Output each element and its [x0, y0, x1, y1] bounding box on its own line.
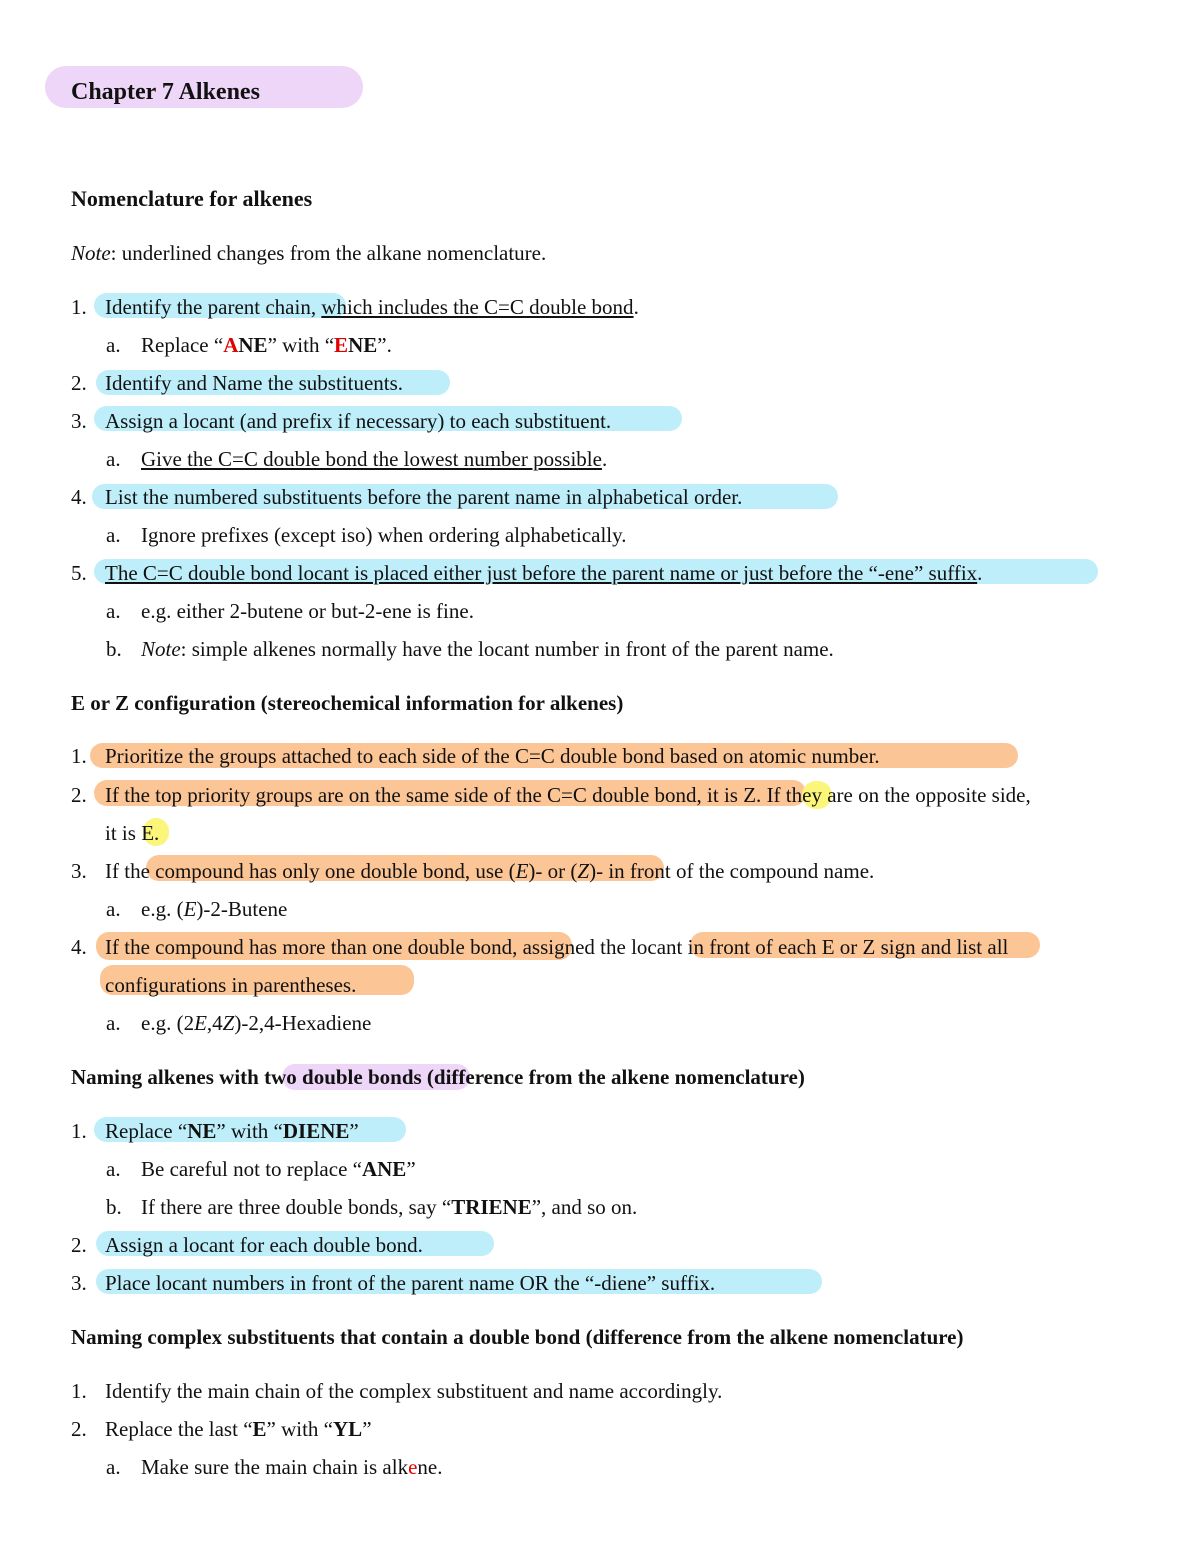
list-item: e.g. (E)-2-Butene — [141, 897, 288, 921]
list-letter: a. — [106, 447, 121, 471]
list-item-continuation: it is E. — [105, 821, 160, 845]
list-number: 5. — [71, 561, 87, 585]
list-number: 3. — [71, 1271, 87, 1295]
list-item: Note: simple alkenes normally have the locant number in front of the parent name. — [141, 637, 834, 661]
list-item: If the top priority groups are on the same side of the C=C double bond, it is Z. If they are on the opposite side, — [105, 783, 1031, 807]
list-letter: a. — [106, 599, 121, 623]
list-item: Ignore prefixes (except iso) when ordering alphabetically. — [141, 523, 627, 547]
list-letter: a. — [106, 1011, 121, 1035]
list-item: List the numbered substituents before the parent name in alphabetical order. — [105, 485, 743, 509]
list-item: Be careful not to replace “ANE” — [141, 1157, 416, 1181]
list-letter: a. — [106, 523, 121, 547]
list-number: 2. — [71, 1417, 87, 1441]
section-heading: Nomenclature for alkenes — [71, 186, 313, 211]
list-item: The C=C double bond locant is placed either just before the parent name or just before the “-ene” suffix. — [105, 561, 983, 585]
list-item: Replace the last “E” with “YL” — [105, 1417, 372, 1441]
list-letter: b. — [106, 637, 122, 661]
list-item: Identify the main chain of the complex substituent and name accordingly. — [105, 1379, 723, 1403]
list-number: 3. — [71, 409, 87, 433]
list-number: 1. — [71, 295, 87, 319]
list-item: e.g. (2E,4Z)-2,4-Hexadiene — [141, 1011, 372, 1035]
list-letter: a. — [106, 1157, 121, 1181]
list-number: 1. — [71, 1379, 87, 1403]
list-letter: a. — [106, 897, 121, 921]
list-item: Prioritize the groups attached to each side of the C=C double bond based on atomic number. — [105, 744, 880, 768]
list-item: If the compound has more than one double bond, assigned the locant in front of each E or Z sign and list all — [105, 935, 1009, 959]
note-line: Note: underlined changes from the alkane nomenclature. — [71, 241, 547, 265]
list-item: Identify and Name the substituents. — [105, 371, 404, 395]
section-heading: Naming alkenes with two double bonds (difference from the alkene nomenclature) — [71, 1065, 805, 1089]
list-number: 4. — [71, 935, 87, 959]
list-letter: a. — [106, 333, 121, 357]
list-letter: b. — [106, 1195, 122, 1219]
list-item: Give the C=C double bond the lowest number possible. — [141, 447, 608, 471]
list-item: Assign a locant for each double bond. — [105, 1233, 423, 1257]
list-number: 1. — [71, 744, 87, 768]
list-item: e.g. either 2-butene or but-2-ene is fine. — [141, 599, 474, 623]
list-item-continuation: configurations in parentheses. — [105, 973, 357, 997]
list-item: Assign a locant (and prefix if necessary) to each substituent. — [105, 409, 612, 433]
list-number: 2. — [71, 783, 87, 807]
list-number: 2. — [71, 1233, 87, 1257]
list-number: 2. — [71, 371, 87, 395]
section-heading: E or Z configuration (stereochemical information for alkenes) — [71, 691, 624, 715]
page-title: Chapter 7 Alkenes — [71, 79, 260, 105]
list-item: If there are three double bonds, say “TRIENE”, and so on. — [141, 1195, 638, 1219]
list-number: 3. — [71, 859, 87, 883]
section-heading: Naming complex substituents that contain a double bond (difference from the alkene nomenclature) — [71, 1325, 964, 1349]
list-number: 1. — [71, 1119, 87, 1143]
list-item: Replace “NE” with “DIENE” — [105, 1119, 359, 1143]
list-letter: a. — [106, 1455, 121, 1479]
list-item: Replace “ANE” with “ENE”. — [141, 333, 392, 357]
list-item: Identify the parent chain, which includes the C=C double bond. — [105, 295, 639, 319]
list-item: Place locant numbers in front of the parent name OR the “-diene” suffix. — [105, 1271, 716, 1295]
list-item: Make sure the main chain is alkene. — [141, 1455, 443, 1479]
list-number: 4. — [71, 485, 87, 509]
list-item: If the compound has only one double bond, use (E)- or (Z)- in front of the compound name. — [105, 859, 875, 883]
